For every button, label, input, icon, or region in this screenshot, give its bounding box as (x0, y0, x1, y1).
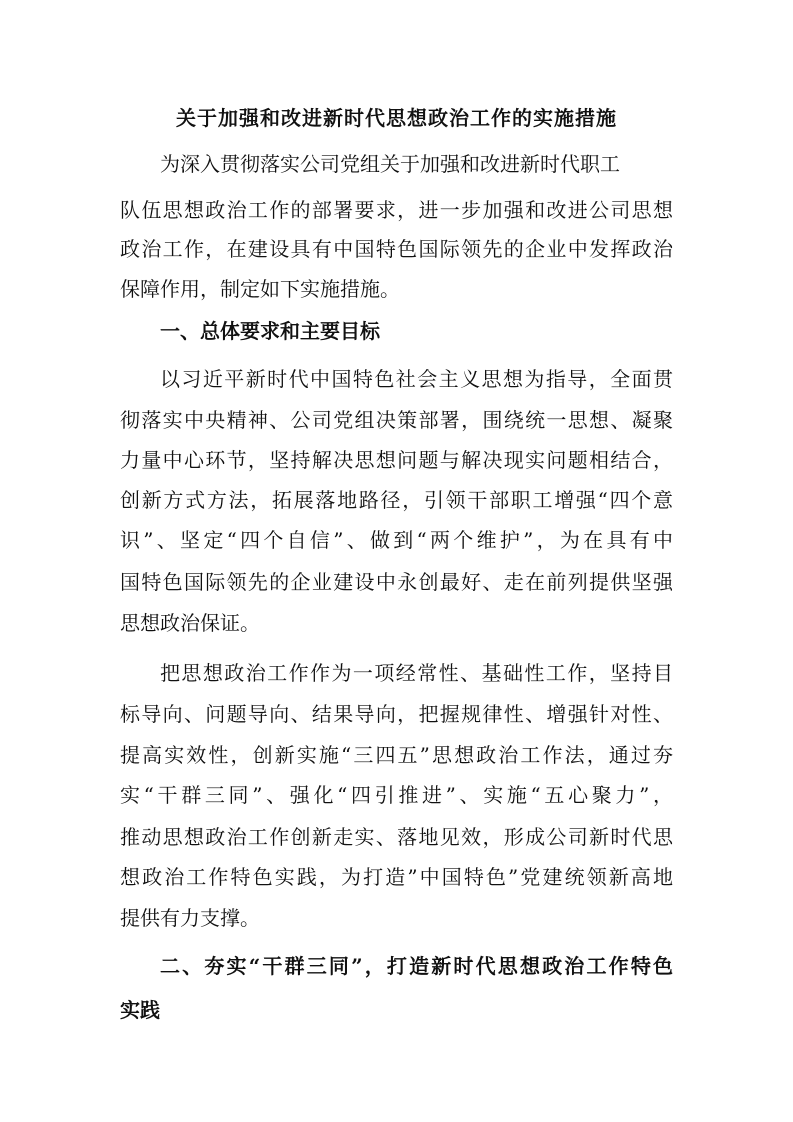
para2-line: 提高实效性，创新实施“三四五”思想政治工作法，通过夯 (120, 743, 673, 767)
section-1-heading: 一、总体要求和主要目标 (160, 319, 380, 343)
para2-line: 推动思想政治工作创新走实、落地见效，形成公司新时代思 (120, 825, 673, 849)
section-2-heading: 二、夯实“干群三同”，打造新时代思想政治工作特色 (160, 954, 673, 978)
para1-line: 创新方式方法，拓展落地路径，引领干部职工增强“四个意 (120, 488, 673, 512)
para2-line: 提供有力支撑。 (120, 906, 260, 930)
para1-line: 彻落实中央精神、公司党组决策部署，围绕统一思想、凝聚 (120, 408, 673, 432)
intro-line: 政治工作，在建设具有中国特色国际领先的企业中发挥政治 (120, 237, 673, 261)
intro-line: 队伍思想政治工作的部署要求，进一步加强和改进公司思想 (120, 198, 673, 222)
para2-line: 实“干群三同”、强化“四引推进”、实施“五心聚力”， (120, 783, 673, 807)
para2-line: 把思想政治工作作为一项经常性、基础性工作，坚持目 (160, 661, 673, 685)
para2-line: 标导向、问题导向、结果导向，把握规律性、增强针对性、 (120, 702, 673, 726)
para1-line: 思想政治保证。 (120, 611, 260, 635)
document-title: 关于加强和改进新时代思想政治工作的实施措施 (176, 106, 617, 130)
para1-line: 识”、坚定“四个自信”、做到“两个维护”，为在具有中 (120, 528, 673, 552)
intro-line: 保障作用，制定如下实施措施。 (120, 277, 400, 301)
para1-line: 力量中心环节，坚持解决思想问题与解决现实问题相结合， (120, 448, 673, 472)
section-2-heading-continued: 实践 (120, 998, 160, 1022)
para1-line: 国特色国际领先的企业建设中永创最好、走在前列提供坚强 (120, 570, 673, 594)
para1-line: 以习近平新时代中国特色社会主义思想为指导，全面贯 (160, 367, 673, 391)
para2-line: 想政治工作特色实践，为打造”中国特色”党建统领新高地 (120, 865, 673, 889)
intro-line: 为深入贯彻落实公司党组关于加强和改进新时代职工 (160, 152, 620, 176)
